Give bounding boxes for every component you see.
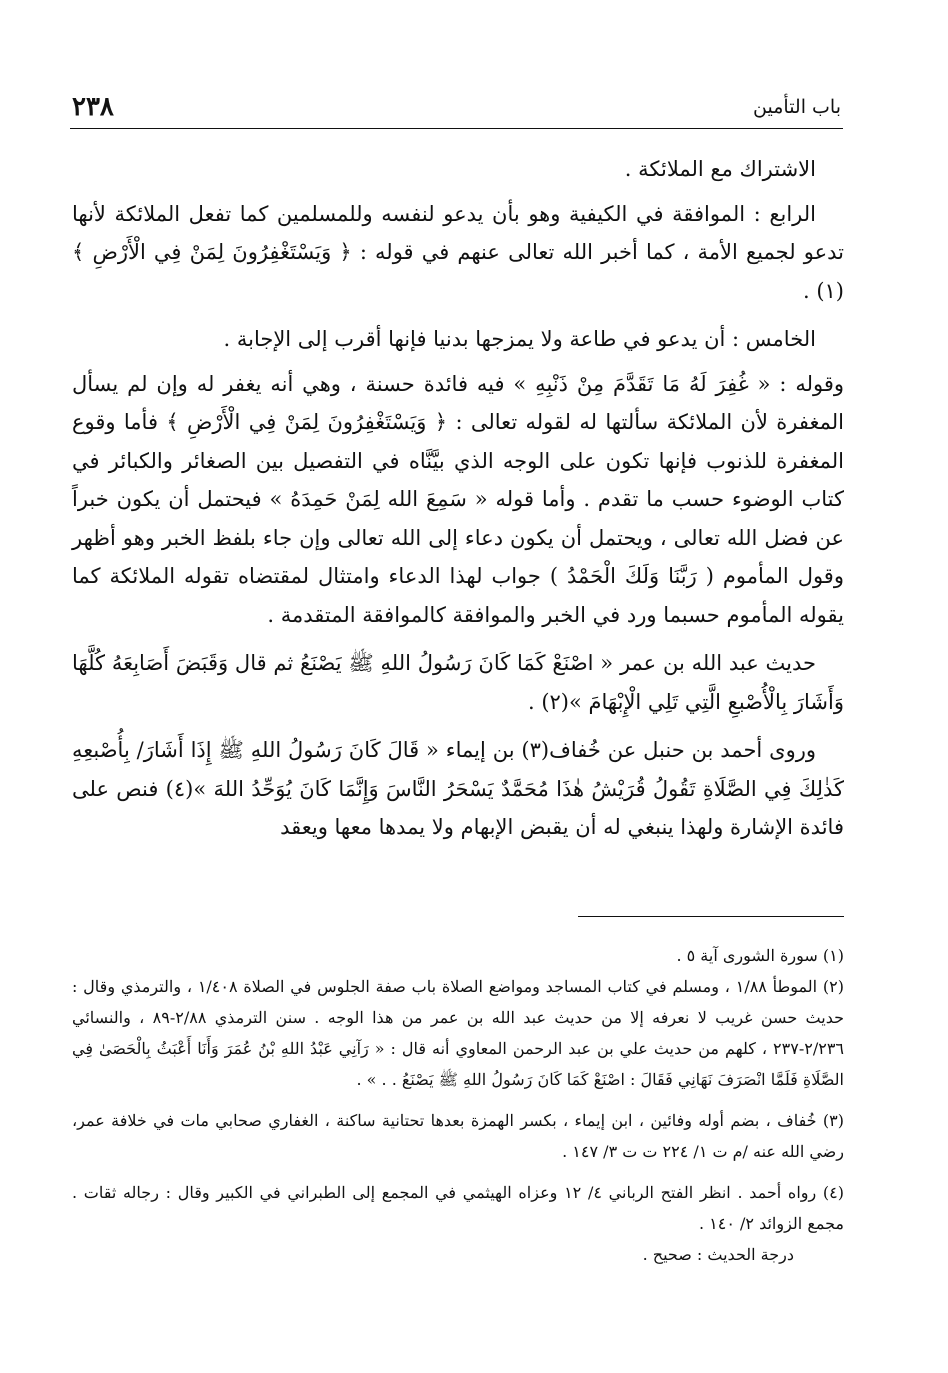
paragraph-6: وروى أحمد بن حنبل عن خُفاف(٣) بن إيماء « قَالَ كَانَ رَسُولُ اللهِ ﷺ إِذَا أَشَارَ/ بِأُصْبعِهِ كَذٰلِكَ فِي الصَّلَاةِ تَقُولُ قُرَيْشُ هٰذَا مُحَمَّدٌ يَسْحَرُ النَّاسَ وَإِنَّمَا كَانَ يُوَحِّدُ اللهَ »(٤) فنص على فائدة الإشارة ولهذا ينبغي له أن يقبض الإبهام ولا يمدها معها ويعقد [72, 738, 844, 839]
page-number: ٢٣٨ [72, 92, 114, 122]
footnote-divider [578, 916, 844, 917]
hadith-grade: درجة الحديث : صحيح . [642, 1245, 794, 1264]
footnotes [72, 940, 844, 1270]
paragraph-1: الاشتراك مع الملائكة . [624, 157, 816, 181]
chapter-title: باب التأمين [753, 96, 841, 118]
main-text [72, 150, 844, 853]
footnote-2: (٢) الموطأ ١/٨٨ ، ومسلم في كتاب المساجد ومواضع الصلاة باب صفة الجلوس في الصلاة ١/٤٠٨ ، والترمذي وقال : حديث حسن غريب لا نعرفه إلا من حديث عبد الله بن عمر من هذا الوجه . سنن الترمذي ٢/٨٨-٨٩ ، والنسائي ٢/٢٣٦-٢٣٧ ، كلهم من حديث علي بن عبد الرحمن المعاوي أنه قال : « رَآنِي عَبْدُ اللهِ بْنُ عُمَرَ وَأَنَا أَعْبَثُ بِالْحَصَىٰ فِي الصَّلَاةِ فَلَمَّا انْصَرَفَ نَهَانِي فَقَالَ : اصْنَعْ كَمَا كَانَ رَسُولُ اللهِ ﷺ يَصْنَعُ . . » . [72, 977, 845, 1089]
page-header [70, 88, 843, 129]
paragraph-4: وقوله : « غُفِرَ لَهُ مَا تَقَدَّمَ مِنْ ذَنْبِهِ » فيه فائدة حسنة ، وهي أنه يغفر له وإن لم يسأل المغفرة لأن الملائكة سألتها له لقوله تعالى : ﴿ وَيَسْتَغْفِرُونَ لِمَنْ فِي الْأَرْضِ ﴾ فأما وقوع المغفرة للذنوب فإنها تكون على الوجه الذي بيَّنَّاه في التفصيل بين الصغائر والكبائر في كتاب الوضوء حسب ما تقدم . وأما قوله « سَمِعَ الله لِمَنْ حَمِدَهُ » فيحتمل أن يكون خبراً عن فضل الله تعالى ، ويحتمل أن يكون دعاء إلى الله تعالى وإن جاء بلفظ الخبر وهو أظهر وقول المأموم ( رَبَّنَا وَلَكَ الْحَمْدُ ) جواب لهذا الدعاء وامتثال لمقتضاه تقوله الملائكة كما يقوله المأموم حسبما ورد في الخبر والموافقة كالموافقة المتقدمة . [72, 371, 844, 627]
footnote-1: (١) سورة الشورى آية ٥ . [676, 946, 844, 965]
footnote-4: (٤) رواه أحمد . انظر الفتح الرباني ٤/ ١٢ وعزاه الهيثمي في المجمع إلى الطبراني في الكبير وقال : رجاله ثقات . مجمع الزوائد ٢/ ١٤٠ . [72, 1183, 845, 1233]
paragraph-2: الرابع : الموافقة في الكيفية وهو بأن يدعو لنفسه وللمسلمين كما تفعل الملائكة لأنها تدعو لجميع الأمة ، كما أخبر الله تعالى عنهم في قوله : ﴿ وَيَسْتَغْفِرُونَ لِمَنْ فِي الْأَرْضِ ﴾(١) . [72, 201, 844, 303]
paragraph-3: الخامس : أن يدعو في طاعة ولا يمزجها بدنيا فإنها أقرب إلى الإجابة . [223, 327, 816, 351]
footnote-3: (٣) خُفاف ، بضم أوله وفائين ، ابن إيماء ، بكسر الهمزة بعدها تحتانية ساكنة ، الغفاري صحابي مات في خلافة عمر، رضي الله عنه /م ت ١/ ٢٢٤ ت ت ٣/ ١٤٧ . [72, 1111, 844, 1161]
paragraph-5: حديث عبد الله بن عمر « اصْنَعْ كَمَا كَانَ رَسُولُ اللهِ ﷺ يَصْنَعُ ثم قال وَقَبَضَ أَصَابِعَهُ كُلَّهَا وَأَشَارَ بِالْأُصْبعِ الَّتِي تَلِي الْإِبْهَامَ »(٢) . [72, 651, 844, 714]
